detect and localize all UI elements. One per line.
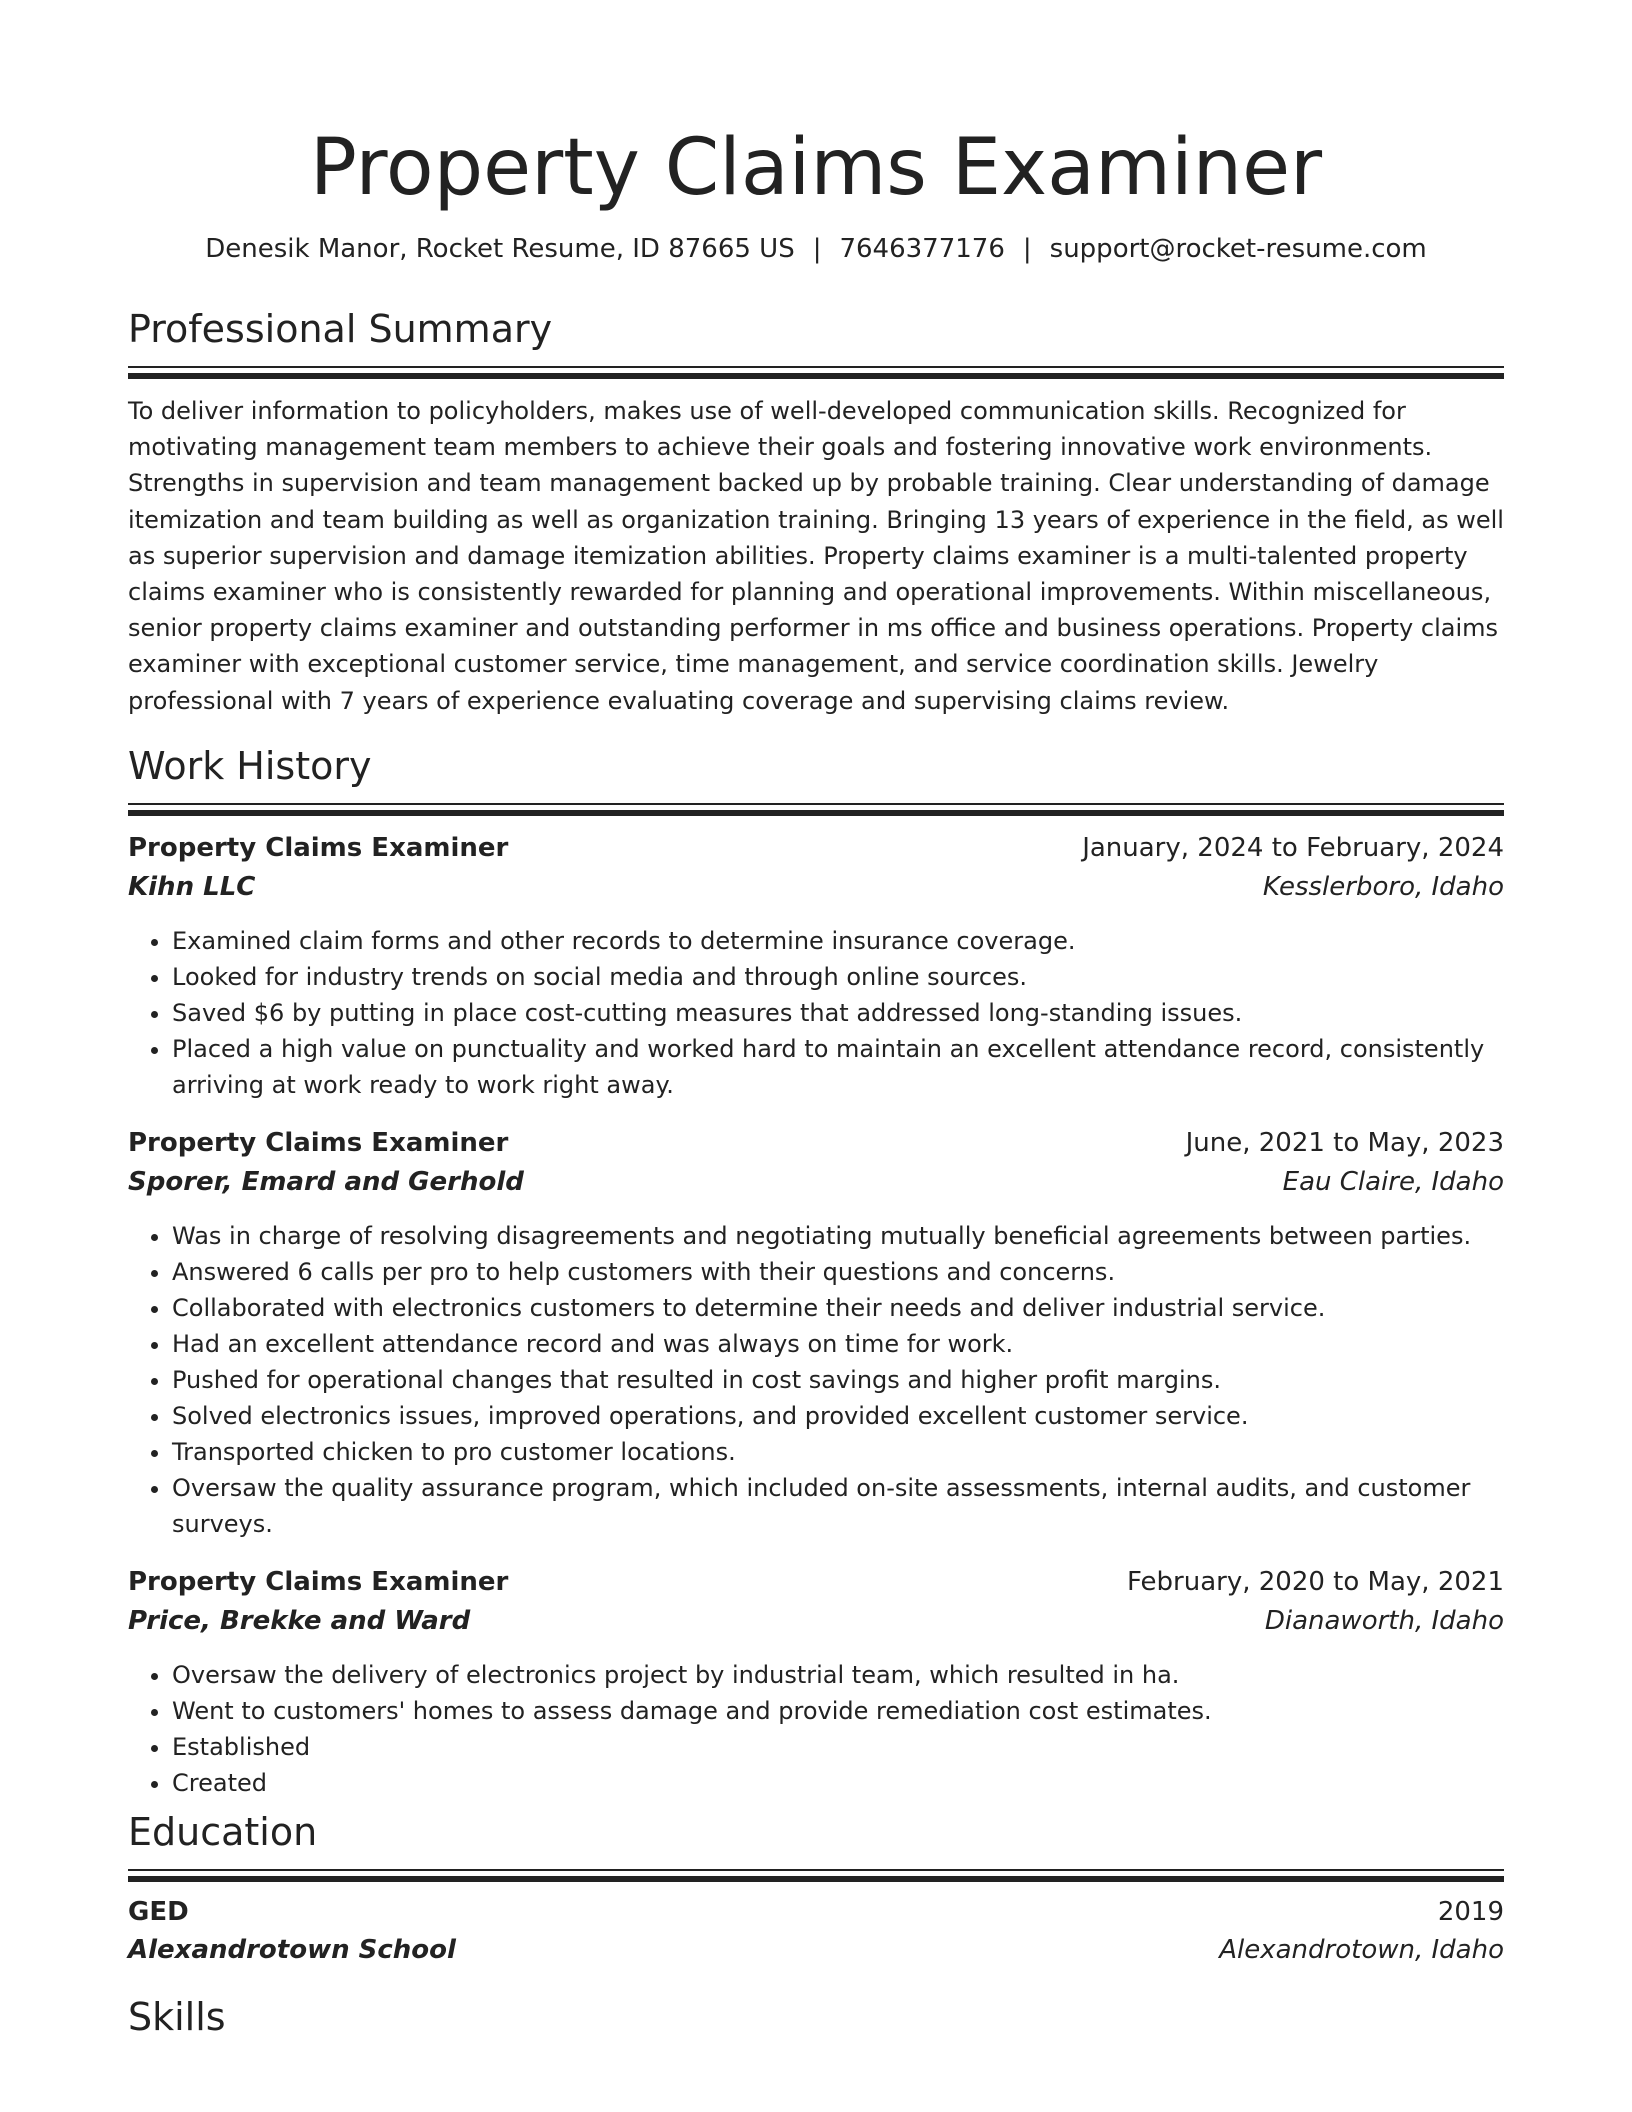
education-entry: [128, 1894, 1504, 1968]
job-company: Price, Brekke and Ward: [128, 1605, 471, 1636]
section-divider: [128, 366, 1504, 379]
job-dates: January, 2024 to February, 2024: [1082, 832, 1504, 863]
job-title: Property Claims Examiner: [128, 832, 509, 863]
job-bullet: • Established: [172, 1729, 1504, 1765]
job-company: Kihn LLC: [128, 871, 256, 902]
work-history-section: [128, 743, 1504, 1801]
job-bullet: • Placed a high value on punctuality and worked hard to maintain an excellent attendance record, consistently arriving at work ready to work right away.: [172, 1031, 1504, 1103]
job-bullets: [128, 1218, 1504, 1542]
job-location: Kesslerboro, Idaho: [1262, 871, 1504, 902]
education-section: [128, 1809, 1504, 1968]
section-divider: [128, 803, 1504, 816]
summary-section: [128, 306, 1504, 719]
job-location: Eau Claire, Idaho: [1282, 1166, 1504, 1197]
education-degree-row: [128, 1894, 1504, 1930]
section-divider: [128, 1869, 1504, 1882]
job-bullet: • Solved electronics issues, improved operations, and provided excellent customer service.: [172, 1398, 1504, 1434]
education-school: Alexandrotown School: [128, 1934, 456, 1965]
job-title-row: [128, 1564, 1504, 1600]
education-heading: Education: [128, 1809, 318, 1854]
job-bullet: • Created: [172, 1765, 1504, 1801]
job-entry: [128, 1125, 1504, 1542]
contact-phone: 7646377176: [839, 234, 1005, 264]
work-history-heading: Work History: [128, 743, 372, 788]
education-location: Alexandrotown, Idaho: [1219, 1934, 1504, 1965]
job-title-row: [128, 830, 1504, 866]
job-bullets: [128, 1657, 1504, 1801]
job-bullet: • Was in charge of resolving disagreements and negotiating mutually beneficial agreements between parties.: [172, 1218, 1504, 1254]
job-bullet: • Oversaw the delivery of electronics project by industrial team, which resulted in ha.: [172, 1657, 1504, 1693]
education-year: 2019: [1437, 1896, 1504, 1927]
job-bullets: [128, 923, 1504, 1103]
summary-text: To deliver information to policyholders, makes use of well-developed communication skills. Recognized for motivating management team members to achieve their goals and fostering innovative work environments. Strengths in supervision and team management backed up by probable training. Clear understanding of damage itemization and team building as well as organization training. Bringing 13 years of experience in the field, as well as superior supervision and damage itemization abilities. Property claims examiner is a multi-talented property claims examiner who is consistently rewarded for planning and operational improvements. Within miscellaneous, senior property claims examiner and outstanding performer in ms office and business operations. Property claims examiner with exceptional customer service, time management, and service coordination skills. Jewelry professional with 7 years of experience evaluating coverage and supervising claims review.: [128, 397, 1504, 715]
job-location: Dianaworth, Idaho: [1264, 1605, 1504, 1636]
job-dates: June, 2021 to May, 2023: [1185, 1127, 1504, 1158]
job-bullet: • Transported chicken to pro customer locations.: [172, 1434, 1504, 1470]
job-bullet: • Went to customers' homes to assess damage and provide remediation cost estimates.: [172, 1693, 1504, 1729]
job-entry: [128, 1564, 1504, 1801]
job-company-row: [128, 1603, 1504, 1639]
job-bullet: • Had an excellent attendance record and was always on time for work.: [172, 1326, 1504, 1362]
summary-heading: Professional Summary: [128, 307, 553, 351]
job-company-row: [128, 1164, 1504, 1200]
contact-address: Denesik Manor, Rocket Resume, ID 87665 US: [205, 234, 795, 264]
job-dates: February, 2020 to May, 2021: [1127, 1566, 1504, 1597]
resume-name: Property Claims Examiner: [309, 123, 1323, 213]
contact-separator: |: [812, 234, 822, 264]
education-school-row: [128, 1932, 1504, 1968]
skills-heading: Skills: [128, 1994, 226, 2039]
job-bullet: • Looked for industry trends on social media and through online sources.: [172, 959, 1504, 995]
job-bullet: • Saved $6 by putting in place cost-cutting measures that addressed long-standing issues.: [172, 995, 1504, 1031]
job-bullet: • Examined claim forms and other records to determine insurance coverage.: [172, 923, 1504, 959]
education-degree: GED: [128, 1896, 189, 1927]
skills-section: [128, 1994, 1504, 2040]
job-title: Property Claims Examiner: [128, 1566, 509, 1597]
contact-email: support@rocket-resume.com: [1049, 234, 1427, 264]
job-bullet: • Collaborated with electronics customers to determine their needs and deliver industrial service.: [172, 1290, 1504, 1326]
job-company-row: [128, 869, 1504, 905]
contact-line: [128, 232, 1504, 266]
contact-separator: |: [1022, 234, 1032, 264]
job-title-row: [128, 1125, 1504, 1161]
job-bullet: • Oversaw the quality assurance program, which included on-site assessments, internal audits, and customer surveys.: [172, 1470, 1504, 1542]
job-bullet: • Pushed for operational changes that resulted in cost savings and higher profit margins.: [172, 1362, 1504, 1398]
job-title: Property Claims Examiner: [128, 1127, 509, 1158]
job-bullet: • Answered 6 calls per pro to help customers with their questions and concerns.: [172, 1254, 1504, 1290]
job-company: Sporer, Emard and Gerhold: [128, 1166, 524, 1197]
job-entry: [128, 830, 1504, 1103]
